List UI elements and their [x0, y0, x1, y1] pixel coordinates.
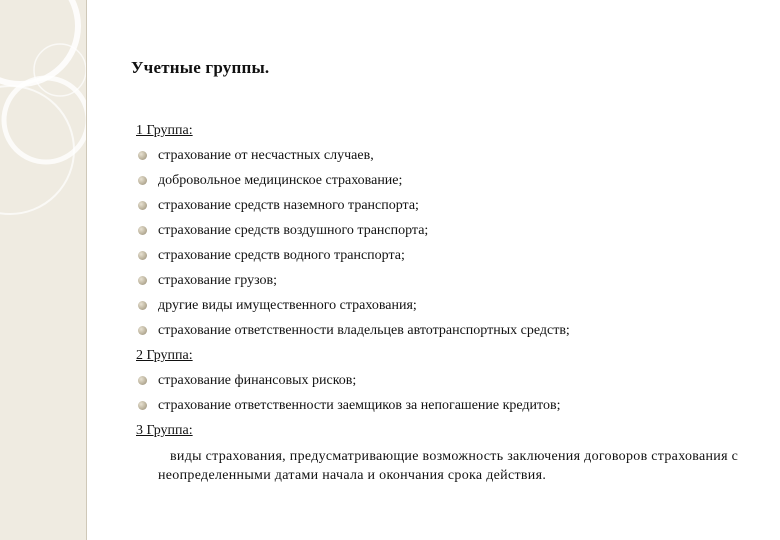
decorative-side-panel	[0, 0, 87, 540]
list-item: страхование средств наземного транспорта;	[136, 193, 756, 218]
group-1-heading: 1 Группа:	[136, 123, 193, 138]
group-3-heading: 3 Группа:	[136, 423, 193, 438]
group-1-list	[136, 143, 756, 343]
list-item: страхование ответственности владельцев автотранспортных средств;	[136, 318, 756, 343]
list-item: страхование от несчастных случаев,	[136, 143, 756, 168]
slide-title: Учетные группы.	[131, 58, 270, 77]
group-3-description: виды страхования, предусматривающие возможность заключения договоров страхования с неопределенными датами начала и окончания срока действия.	[158, 449, 739, 483]
list-item: страхование средств водного транспорта;	[136, 243, 756, 268]
list-item: страхование средств воздушного транспорта;	[136, 218, 756, 243]
list-item: страхование ответственности заемщиков за непогашение кредитов;	[136, 393, 756, 418]
list-item: страхование финансовых рисков;	[136, 368, 756, 393]
group-2-heading: 2 Группа:	[136, 348, 193, 363]
list-item: добровольное медицинское страхование;	[136, 168, 756, 193]
group-2-list	[136, 368, 756, 418]
slide-content	[136, 118, 756, 485]
list-item: другие виды имущественного страхования;	[136, 293, 756, 318]
decorative-rings-graphic	[0, 0, 86, 540]
list-item: страхование грузов;	[136, 268, 756, 293]
